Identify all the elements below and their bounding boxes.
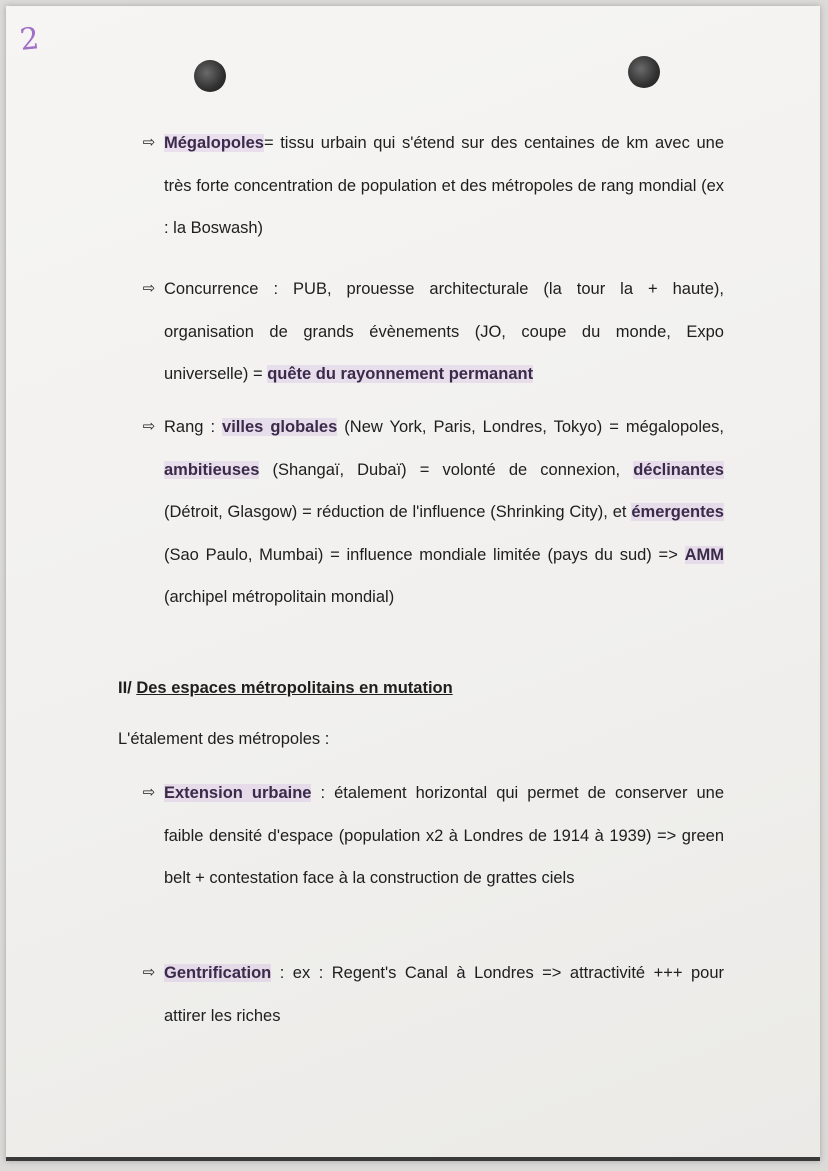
rang-text-2: (New York, Paris, Londres, Tokyo) = mégalopoles, <box>337 418 724 436</box>
bullet-concurrence <box>138 268 724 396</box>
term-megalopoles: Mégalopoles <box>164 134 264 152</box>
bullet-text <box>164 406 724 619</box>
section-heading <box>118 679 453 698</box>
term-ambitieuses: ambitieuses <box>164 460 260 479</box>
rang-text-6: (archipel métropolitain mondial) <box>164 588 395 606</box>
arrow-bullet-icon: ⇨ <box>142 418 156 435</box>
bullet-megalopoles <box>138 122 724 250</box>
bullet-rang <box>138 406 724 619</box>
term-amm: AMM <box>684 545 724 564</box>
arrow-bullet-icon: ⇨ <box>142 784 156 801</box>
term-declinantes: déclinantes <box>633 460 724 479</box>
rang-text-1: Rang : <box>164 418 223 436</box>
page-bottom-edge <box>6 1157 820 1161</box>
punch-hole-right <box>628 56 660 88</box>
bullet-text <box>164 268 724 396</box>
bullet-extension-urbaine <box>138 772 724 900</box>
bullet-text <box>164 952 724 1037</box>
definition-text: = tissu urbain qui s'étend sur des centaines de km avec une très forte concentration de population et des métropoles de rang mondial (ex : la Boswash) <box>164 134 724 237</box>
arrow-bullet-icon: ⇨ <box>142 134 156 151</box>
arrow-bullet-icon: ⇨ <box>142 964 156 981</box>
section-title: Des espaces métropolitains en mutation <box>136 679 453 697</box>
arrow-bullet-icon: ⇨ <box>142 280 156 297</box>
rang-text-4: (Détroit, Glasgow) = réduction de l'influence (Shrinking City), et <box>164 503 632 521</box>
rang-text-5: (Sao Paulo, Mumbai) = influence mondiale limitée (pays du sud) => <box>164 545 685 564</box>
subtitle: L'étalement des métropoles : <box>118 730 330 748</box>
concurrence-text: Concurrence : PUB, prouesse architecturale (la tour la + haute), organisation de grands évènements (JO, coupe du monde, Expo universelle) = <box>164 280 724 383</box>
section-number: II/ <box>118 679 137 697</box>
term-extension-urbaine: Extension urbaine <box>164 784 312 802</box>
term-villes-globales: villes globales <box>222 418 338 436</box>
term-emergentes: émergentes <box>631 503 724 521</box>
term-gentrification: Gentrification <box>164 964 272 982</box>
bullet-text <box>164 122 724 250</box>
punch-hole-left <box>194 60 226 92</box>
bullet-gentrification <box>138 952 724 1037</box>
gentrification-text: : ex : Regent's Canal à Londres => attractivité +++ pour attirer les riches <box>164 964 724 1025</box>
rang-text-3: (Shangaï, Dubaï) = volonté de connexion, <box>259 460 634 479</box>
page-number: 2 <box>18 21 41 58</box>
document-page <box>6 6 820 1161</box>
highlight-rayonnement: quête du rayonnement permanant <box>267 365 534 383</box>
extension-text: : étalement horizontal qui permet de conserver une faible densité d'espace (population x2 à Londres de 1914 à 1939) => green belt + contestation face à la construction de grattes ciels <box>164 784 725 887</box>
bullet-text <box>164 772 724 900</box>
